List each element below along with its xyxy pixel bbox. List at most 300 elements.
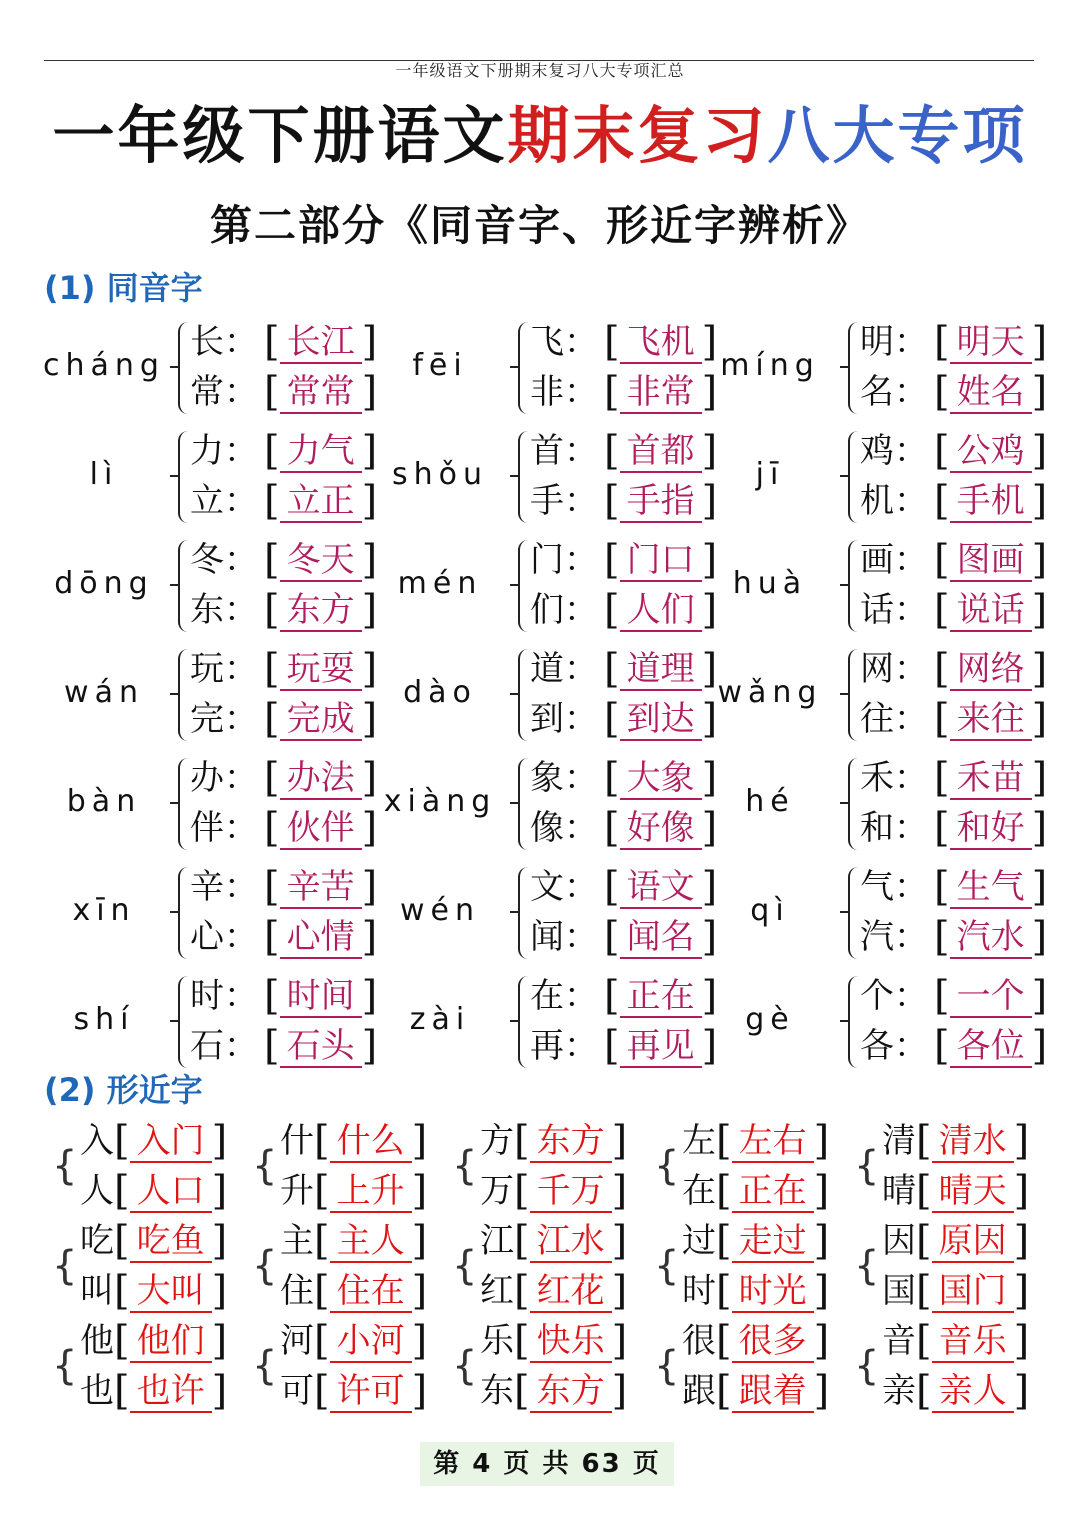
- bracket-left: [: [264, 587, 280, 633]
- bracket-left: [: [514, 1268, 530, 1314]
- homophone-char: 们: [530, 590, 564, 630]
- similar-char-item: [882, 1316, 1029, 1366]
- similar-char: 在: [682, 1171, 716, 1211]
- similar-char: 左: [682, 1121, 716, 1161]
- colon-mark: ：: [894, 590, 928, 630]
- similar-char-group: [654, 1316, 844, 1416]
- similar-char-item: [280, 1266, 427, 1316]
- bracket-right: ]: [813, 1168, 830, 1214]
- bracket-left: [: [716, 1118, 732, 1164]
- colon-mark: ：: [564, 699, 598, 739]
- homophone-word: 完成: [280, 699, 362, 741]
- colon-mark: ：: [894, 322, 928, 362]
- pinyin-label: bàn: [66, 784, 142, 819]
- brace-icon: {: [654, 1343, 680, 1389]
- similar-char-group: [252, 1216, 442, 1316]
- bracket-right: ]: [1031, 319, 1048, 365]
- header-divider: [44, 60, 1034, 61]
- bracket-left: [: [604, 755, 620, 801]
- similar-char: 跟: [682, 1371, 716, 1411]
- similar-char: 江: [480, 1221, 514, 1261]
- similar-char-item: [882, 1366, 1029, 1416]
- bracket-right: ]: [1031, 805, 1048, 851]
- similar-char-word: 音乐: [932, 1321, 1014, 1363]
- homophone-char: 道: [530, 649, 564, 689]
- similar-char-word: 许可: [330, 1371, 412, 1413]
- bracket-left: [: [716, 1318, 732, 1364]
- similar-char-item: [682, 1116, 829, 1166]
- colon-mark: ：: [564, 808, 598, 848]
- bracket-right: ]: [211, 1118, 228, 1164]
- similar-char-item: [280, 1116, 427, 1166]
- colon-mark: ：: [224, 976, 258, 1016]
- similar-char-item: [80, 1366, 227, 1416]
- bracket-right: ]: [611, 1118, 628, 1164]
- bracket-right: ]: [1013, 1168, 1030, 1214]
- similar-char: 什: [280, 1121, 314, 1161]
- homophone-word: 人们: [620, 590, 702, 632]
- homophone-item: [860, 754, 1047, 802]
- homophone-char: 完: [190, 699, 224, 739]
- bracket-left: [: [264, 914, 280, 960]
- homophone-char: 汽: [860, 917, 894, 957]
- bracket-left: [: [604, 646, 620, 692]
- similar-char-group: [654, 1116, 844, 1216]
- pinyin-label: gè: [745, 1002, 795, 1037]
- similar-char-word: 也许: [130, 1371, 212, 1413]
- homophone-item: [860, 368, 1047, 416]
- bracket-left: [: [264, 428, 280, 474]
- homophone-char: 往: [860, 699, 894, 739]
- bracket-right: ]: [701, 646, 718, 692]
- bracket-left: [: [264, 696, 280, 742]
- bracket-left: [: [514, 1318, 530, 1364]
- similar-char-word: 江水: [530, 1221, 612, 1263]
- homophone-word: 语文: [620, 867, 702, 909]
- similar-char-item: [682, 1316, 829, 1366]
- similar-char-item: [480, 1166, 627, 1216]
- homophone-group: [340, 427, 718, 537]
- bracket-left: [: [264, 973, 280, 1019]
- colon-mark: ：: [894, 481, 928, 521]
- bracket-left: [: [934, 319, 950, 365]
- bracket-left: [: [934, 428, 950, 474]
- similar-char-item: [882, 1216, 1029, 1266]
- similar-char-item: [682, 1366, 829, 1416]
- similar-char-word: 时光: [732, 1271, 814, 1313]
- colon-mark: ：: [894, 976, 928, 1016]
- homophone-group: [670, 536, 1048, 646]
- similar-char-row: [0, 1216, 1080, 1316]
- homophone-group: [670, 645, 1048, 755]
- similar-char-word: 快乐: [530, 1321, 612, 1363]
- homophone-item: [860, 804, 1047, 852]
- homophone-row: [0, 427, 1080, 537]
- homophone-word: 好像: [620, 808, 702, 850]
- similar-char-word: 住在: [330, 1271, 412, 1313]
- homophone-char: 力: [190, 431, 224, 471]
- similar-char: 亲: [882, 1371, 916, 1411]
- homophone-word: 来往: [950, 699, 1032, 741]
- bracket-right: ]: [1031, 646, 1048, 692]
- pinyin-label: dào: [403, 675, 477, 710]
- bracket-left: [: [264, 478, 280, 524]
- pinyin-label: wán: [64, 675, 144, 710]
- bracket-right: ]: [701, 537, 718, 583]
- homophone-word: 力气: [280, 431, 362, 473]
- homophone-word: 说话: [950, 590, 1032, 632]
- homophone-word: 飞机: [620, 322, 702, 364]
- homophone-word: 首都: [620, 431, 702, 473]
- homophone-row: [0, 972, 1080, 1082]
- bracket-right: ]: [361, 696, 378, 742]
- pinyin-label: fēi: [412, 348, 468, 383]
- homophone-char: 时: [190, 976, 224, 1016]
- homophone-char: 画: [860, 540, 894, 580]
- bracket-left: [: [604, 319, 620, 365]
- colon-mark: ：: [224, 867, 258, 907]
- bracket-right: ]: [361, 587, 378, 633]
- bracket-left: [: [934, 805, 950, 851]
- pinyin-label: huà: [732, 566, 808, 601]
- bracket-left: [: [934, 914, 950, 960]
- homophone-group: [340, 645, 718, 755]
- bracket-right: ]: [1031, 587, 1048, 633]
- homophone-item: [860, 427, 1047, 475]
- similar-char-item: [882, 1166, 1029, 1216]
- bracket-right: ]: [813, 1318, 830, 1364]
- homophone-char: 办: [190, 758, 224, 798]
- similar-char-word: 小河: [330, 1321, 412, 1363]
- bracket-right: ]: [411, 1118, 428, 1164]
- similar-char-item: [80, 1116, 227, 1166]
- bracket-right: ]: [1031, 537, 1048, 583]
- similar-char: 他: [80, 1321, 114, 1361]
- homophone-word: 道理: [620, 649, 702, 691]
- homophone-char: 常: [190, 372, 224, 412]
- bracket-left: [: [934, 755, 950, 801]
- bracket-right: ]: [813, 1268, 830, 1314]
- bracket-right: ]: [211, 1268, 228, 1314]
- bracket-right: ]: [361, 864, 378, 910]
- bracket-right: ]: [361, 973, 378, 1019]
- bracket-right: ]: [1031, 1023, 1048, 1069]
- pinyin-label: cháng: [43, 348, 165, 383]
- colon-mark: ：: [224, 649, 258, 689]
- similar-char-item: [280, 1366, 427, 1416]
- homophone-item: [860, 318, 1047, 366]
- bracket-right: ]: [1013, 1118, 1030, 1164]
- homophone-word: 图画: [950, 540, 1032, 582]
- similar-char-word: 入门: [130, 1121, 212, 1163]
- brace-icon: {: [854, 1143, 880, 1189]
- similar-char: 可: [280, 1371, 314, 1411]
- page-title: [0, 96, 1080, 176]
- title-part-1: 一年级下册语文: [52, 99, 508, 172]
- bracket-right: ]: [701, 478, 718, 524]
- colon-mark: ：: [564, 540, 598, 580]
- homophone-item: [860, 913, 1047, 961]
- similar-char: 方: [480, 1121, 514, 1161]
- similar-char-word: 什么: [330, 1121, 412, 1163]
- page-number: 第 4 页 共 63 页: [420, 1442, 674, 1486]
- similar-char: 人: [80, 1171, 114, 1211]
- homophone-word: 生气: [950, 867, 1032, 909]
- homophone-char: 手: [530, 481, 564, 521]
- bracket-left: [: [314, 1368, 330, 1414]
- similar-char-word: 大叫: [130, 1271, 212, 1313]
- bracket-left: [: [264, 369, 280, 415]
- homophone-char: 非: [530, 372, 564, 412]
- brace-icon: {: [52, 1243, 78, 1289]
- similar-char: 吃: [80, 1221, 114, 1261]
- homophone-char: 东: [190, 590, 224, 630]
- similar-char-item: [480, 1366, 627, 1416]
- homophone-word: 玩耍: [280, 649, 362, 691]
- bracket-left: [: [264, 805, 280, 851]
- bracket-left: [: [514, 1218, 530, 1264]
- homophone-row: [0, 863, 1080, 973]
- homophone-word: 到达: [620, 699, 702, 741]
- similar-char-row: [0, 1116, 1080, 1216]
- similar-char: 音: [882, 1321, 916, 1361]
- similar-char-item: [80, 1266, 227, 1316]
- homophone-char: 话: [860, 590, 894, 630]
- bracket-left: [: [916, 1168, 932, 1214]
- homophone-item: [860, 1022, 1047, 1070]
- colon-mark: ：: [564, 1026, 598, 1066]
- bracket-right: ]: [361, 537, 378, 583]
- homophone-row: [0, 645, 1080, 755]
- similar-char: 过: [682, 1221, 716, 1261]
- bracket-right: ]: [701, 914, 718, 960]
- similar-char-group: [452, 1116, 642, 1216]
- homophone-char: 像: [530, 808, 564, 848]
- similar-char-item: [80, 1216, 227, 1266]
- bracket-right: ]: [361, 755, 378, 801]
- similar-char-item: [480, 1116, 627, 1166]
- similar-char-group: [854, 1316, 1044, 1416]
- bracket-right: ]: [1013, 1268, 1030, 1314]
- pinyin-label: xīn: [72, 893, 136, 928]
- homophone-group: [0, 536, 378, 646]
- similar-char: 万: [480, 1171, 514, 1211]
- similar-char-word: 东方: [530, 1121, 612, 1163]
- bracket-left: [: [716, 1218, 732, 1264]
- similar-char-item: [882, 1266, 1029, 1316]
- pinyin-label: míng: [720, 348, 820, 383]
- homophone-word: 东方: [280, 590, 362, 632]
- similar-char-item: [280, 1216, 427, 1266]
- bracket-left: [: [934, 1023, 950, 1069]
- bracket-left: [: [314, 1118, 330, 1164]
- brace-icon: {: [452, 1143, 478, 1189]
- bracket-right: ]: [813, 1118, 830, 1164]
- colon-mark: ：: [564, 481, 598, 521]
- bracket-right: ]: [611, 1318, 628, 1364]
- homophone-group: [670, 754, 1048, 864]
- brace-icon: {: [452, 1243, 478, 1289]
- homophone-group: [670, 427, 1048, 537]
- brace-icon: {: [452, 1343, 478, 1389]
- colon-mark: ：: [224, 808, 258, 848]
- homophone-row: [0, 754, 1080, 864]
- bracket-left: [: [934, 478, 950, 524]
- homophone-char: 到: [530, 699, 564, 739]
- colon-mark: ：: [224, 917, 258, 957]
- similar-char: 很: [682, 1321, 716, 1361]
- similar-char-group: [52, 1316, 242, 1416]
- colon-mark: ：: [224, 431, 258, 471]
- bracket-left: [: [604, 973, 620, 1019]
- colon-mark: ：: [564, 976, 598, 1016]
- similar-char: 时: [682, 1271, 716, 1311]
- bracket-right: ]: [701, 319, 718, 365]
- colon-mark: ：: [894, 808, 928, 848]
- bracket-right: ]: [361, 1023, 378, 1069]
- homophone-word: 常常: [280, 372, 362, 414]
- similar-char: 因: [882, 1221, 916, 1261]
- pinyin-label: shǒu: [391, 457, 488, 492]
- homophone-char: 禾: [860, 758, 894, 798]
- similar-char-item: [80, 1316, 227, 1366]
- colon-mark: ：: [564, 649, 598, 689]
- colon-mark: ：: [564, 758, 598, 798]
- bracket-left: [: [934, 587, 950, 633]
- running-header: 一年级语文下册期末复习八大专项汇总: [395, 61, 685, 80]
- colon-mark: ：: [224, 699, 258, 739]
- bracket-left: [: [114, 1318, 130, 1364]
- similar-char-item: [682, 1166, 829, 1216]
- similar-char: 红: [480, 1271, 514, 1311]
- bracket-right: ]: [411, 1368, 428, 1414]
- pinyin-label: dōng: [54, 566, 154, 601]
- colon-mark: ：: [564, 431, 598, 471]
- colon-mark: ：: [564, 917, 598, 957]
- similar-char: 清: [882, 1121, 916, 1161]
- colon-mark: ：: [564, 372, 598, 412]
- bracket-right: ]: [411, 1268, 428, 1314]
- bracket-left: [: [114, 1118, 130, 1164]
- brace-icon: {: [854, 1243, 880, 1289]
- bracket-left: [: [114, 1368, 130, 1414]
- similar-char-group: [52, 1116, 242, 1216]
- homophone-row: [0, 318, 1080, 428]
- homophone-char: 再: [530, 1026, 564, 1066]
- colon-mark: ：: [224, 481, 258, 521]
- bracket-left: [: [264, 646, 280, 692]
- bracket-right: ]: [361, 914, 378, 960]
- bracket-left: [: [604, 864, 620, 910]
- homophone-group: [340, 754, 718, 864]
- bracket-left: [: [264, 864, 280, 910]
- colon-mark: ：: [894, 1026, 928, 1066]
- bracket-right: ]: [701, 1023, 718, 1069]
- pinyin-label: hé: [745, 784, 795, 819]
- homophone-item: [860, 695, 1047, 743]
- bracket-left: [: [264, 1023, 280, 1069]
- bracket-left: [: [314, 1218, 330, 1264]
- pinyin-label: xiàng: [383, 784, 497, 819]
- similar-char-word: 清水: [932, 1121, 1014, 1163]
- homophone-word: 石头: [280, 1026, 362, 1068]
- homophone-char: 网: [860, 649, 894, 689]
- homophone-word: 手指: [620, 481, 702, 523]
- colon-mark: ：: [894, 699, 928, 739]
- similar-char-item: [280, 1166, 427, 1216]
- bracket-right: ]: [701, 587, 718, 633]
- similar-char: 主: [280, 1221, 314, 1261]
- similar-char-group: [252, 1116, 442, 1216]
- bracket-right: ]: [611, 1168, 628, 1214]
- colon-mark: ：: [224, 372, 258, 412]
- bracket-right: ]: [411, 1318, 428, 1364]
- bracket-right: ]: [211, 1318, 228, 1364]
- similar-char: 国: [882, 1271, 916, 1311]
- bracket-left: [: [604, 696, 620, 742]
- bracket-right: ]: [361, 319, 378, 365]
- bracket-left: [: [264, 319, 280, 365]
- bracket-right: ]: [611, 1218, 628, 1264]
- similar-char-item: [80, 1166, 227, 1216]
- pinyin-label: zài: [409, 1002, 471, 1037]
- bracket-left: [: [264, 755, 280, 801]
- pinyin-label: jī: [755, 457, 785, 492]
- homophone-word: 办法: [280, 758, 362, 800]
- homophone-word: 冬天: [280, 540, 362, 582]
- similar-char: 叫: [80, 1271, 114, 1311]
- bracket-right: ]: [1031, 914, 1048, 960]
- homophone-char: 鸡: [860, 431, 894, 471]
- homophone-group: [340, 536, 718, 646]
- homophone-word: 禾苗: [950, 758, 1032, 800]
- homophone-group: [340, 972, 718, 1082]
- homophone-group: [340, 318, 718, 428]
- bracket-left: [: [934, 369, 950, 415]
- colon-mark: ：: [894, 431, 928, 471]
- colon-mark: ：: [894, 540, 928, 580]
- bracket-right: ]: [211, 1218, 228, 1264]
- bracket-right: ]: [211, 1368, 228, 1414]
- homophone-word: 立正: [280, 481, 362, 523]
- homophone-word: 时间: [280, 976, 362, 1018]
- similar-char-word: 正在: [732, 1171, 814, 1213]
- similar-char: 乐: [480, 1321, 514, 1361]
- similar-char-group: [52, 1216, 242, 1316]
- colon-mark: ：: [894, 867, 928, 907]
- similar-char: 住: [280, 1271, 314, 1311]
- similar-char-word: 很多: [732, 1321, 814, 1363]
- homophone-group: [670, 863, 1048, 973]
- bracket-right: ]: [411, 1218, 428, 1264]
- colon-mark: ：: [224, 322, 258, 362]
- pinyin-label: wén: [399, 893, 480, 928]
- similar-char: 河: [280, 1321, 314, 1361]
- homophone-word: 公鸡: [950, 431, 1032, 473]
- homophone-group: [0, 863, 378, 973]
- bracket-left: [: [604, 537, 620, 583]
- similar-char: 入: [80, 1121, 114, 1161]
- bracket-right: ]: [701, 428, 718, 474]
- homophone-word: 伙伴: [280, 808, 362, 850]
- bracket-right: ]: [361, 805, 378, 851]
- bracket-left: [: [716, 1368, 732, 1414]
- similar-char: 东: [480, 1371, 514, 1411]
- homophone-group: [670, 318, 1048, 428]
- similar-char-word: 跟着: [732, 1371, 814, 1413]
- similar-char-word: 主人: [330, 1221, 412, 1263]
- brace-icon: {: [654, 1143, 680, 1189]
